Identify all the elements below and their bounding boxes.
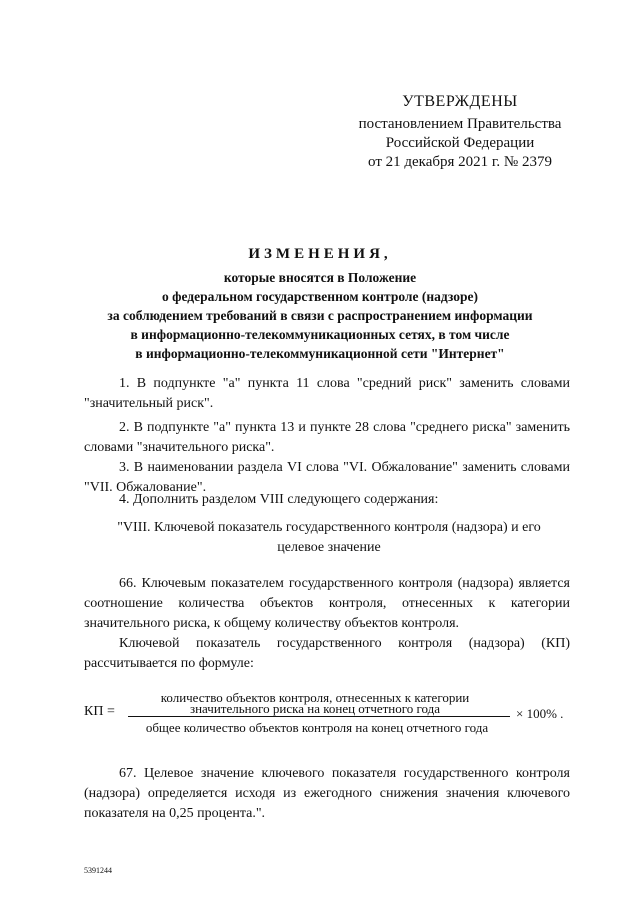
kp-formula xyxy=(84,690,584,734)
item-2: 2. В подпункте "а" пункта 13 и пункте 28 слова "среднего риска" заменить словами "значительного риска". xyxy=(84,420,570,455)
paragraph-formula-intro: Ключевой показатель государственного контроля (надзора) (КП) рассчитывается по формуле: xyxy=(84,636,570,671)
document-title: ИЗМЕНЕНИЯ, xyxy=(248,246,392,262)
footer-code: 5391244 xyxy=(84,866,112,875)
item-3: 3. В наименовании раздела VI слова "VI. Обжалование" заменить словами "VII. Обжалование". xyxy=(84,460,570,495)
formula-multiplier: × 100% . xyxy=(516,706,564,721)
document-subtitle xyxy=(60,268,580,363)
fraction-bar xyxy=(128,716,510,717)
formula-lhs: КП = xyxy=(84,704,115,719)
subtitle-line-2: о федеральном государственном контроле (надзоре) xyxy=(162,289,478,304)
approval-line-1: постановлением Правительства xyxy=(358,116,562,132)
subtitle-line-1: которые вносятся в Положение xyxy=(223,270,417,285)
approval-line-3: от 21 декабря 2021 г. № 2379 xyxy=(368,154,552,170)
formula-denominator: общее количество объектов контроля на конец отчетного года xyxy=(145,720,489,735)
item-1: 1. В подпункте "а" пункта 11 слова "средний риск" заменить словами "значительный риск". xyxy=(84,376,570,411)
formula-numerator-line-1: количество объектов контроля, отнесенных к категории xyxy=(160,690,470,705)
approval-block xyxy=(330,92,590,172)
subtitle-line-4: в информационно-телекоммуникационных сетях, в том числе xyxy=(130,327,510,342)
subtitle-line-3: за соблюдением требований в связи с распространением информации xyxy=(107,308,533,323)
formula-numerator-line-2: значительного риска на конец отчетного года xyxy=(189,701,441,716)
paragraph-67: 67. Целевое значение ключевого показателя государственного контроля (надзора) определяется исходя из ежегодного снижения значения ключевого показателя на 0,25 процента.". xyxy=(84,766,570,821)
section-heading: "VIII. Ключевой показатель государственного контроля (надзора) и его целевое значение xyxy=(117,520,541,555)
paragraph-66: 66. Ключевым показателем государственного контроля (надзора) является соотношение количества объектов контроля, отнесенных к категории значительного риска, к общему количеству объектов контроля. xyxy=(84,576,570,631)
approval-line-2: Российской Федерации xyxy=(385,135,535,151)
item-4: 4. Дополнить разделом VIII следующего содержания: xyxy=(119,492,439,507)
subtitle-line-5: в информационно-телекоммуникационной сети "Интернет" xyxy=(135,346,505,361)
approved-heading: УТВЕРЖДЕНЫ xyxy=(402,93,518,110)
